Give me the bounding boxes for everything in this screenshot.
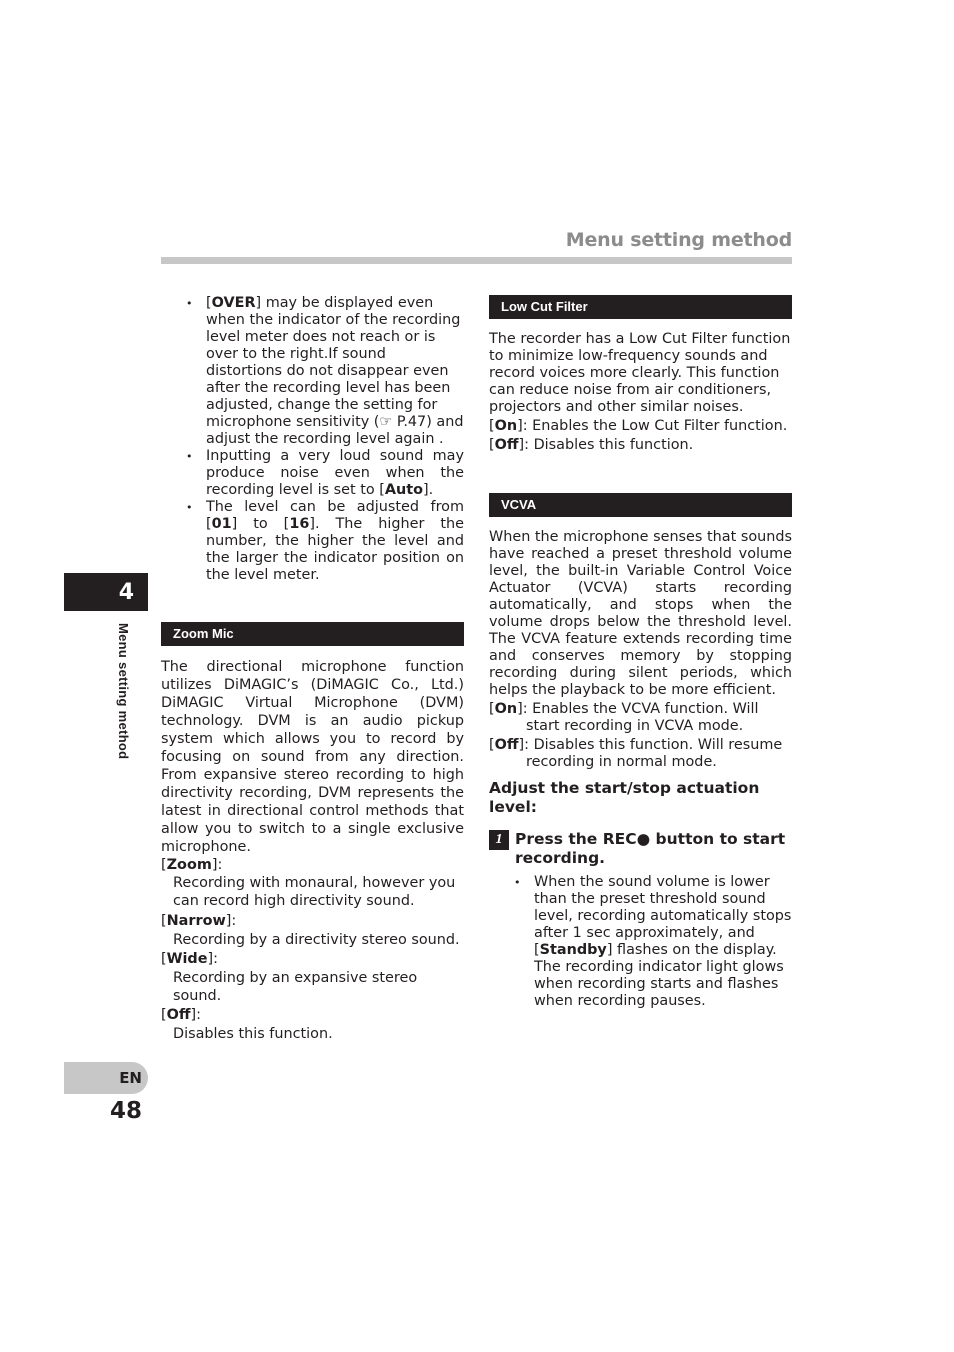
list-item: • Inputting a very loud sound may produce noise even when the recording level is set to [Auto]. [161, 448, 464, 499]
option-narrow-label: [Narrow]: [161, 913, 237, 929]
header-rule [161, 257, 792, 264]
low-cut-on: [On]: Enables the Low Cut Filter function. [489, 418, 788, 434]
low-cut-filter-heading: Low Cut Filter [489, 295, 792, 319]
option-wide-label: [Wide]: [161, 951, 218, 967]
step-1 [489, 830, 792, 868]
right-column [489, 295, 792, 1010]
low-cut-off: [Off]: Disables this function. [489, 437, 694, 453]
option-off-desc: Disables this function. [173, 1026, 333, 1042]
step-notes-list [489, 874, 792, 1010]
notes-list [161, 295, 464, 584]
language-tab: EN [64, 1062, 148, 1094]
vcva-heading: VCVA [489, 493, 792, 517]
list-item: • [OVER] may be displayed even when the indicator of the recording level meter does not reach or is over to the right.If sound distortions do not disappear even after the recording level has been adjusted, change the setting for microphone sensitivity (☞ P.47) and adjust the recording level again . [161, 295, 464, 448]
option-zoom-desc: Recording with monaural, however you can record high directivity sound. [173, 875, 456, 909]
step-text: Press the REC● button to start recording. [515, 830, 786, 867]
page-header-title: Menu setting method [565, 229, 792, 251]
option-wide-desc: Recording by an expansive stereo sound. [173, 970, 418, 1004]
left-column [161, 295, 464, 1043]
vcva-off: [Off]: Disables this function. Will resume recording in normal mode. [489, 737, 783, 770]
chapter-side-label: Menu setting method [116, 623, 131, 760]
chapter-tab: 4 [64, 573, 148, 611]
low-cut-intro: The recorder has a Low Cut Filter function to minimize low-frequency sounds and record voices more clearly. This function can reduce noise from air conditioners, projectors and other similar noises. [489, 331, 791, 415]
list-item: • When the sound volume is lower than the preset threshold sound level, recording automatically stops after 1 sec approximately, and [Standby] flashes on the display. The recording indicator light glows when recording starts and flashes when recording pauses. [489, 874, 792, 1010]
vcva-intro: When the microphone senses that sounds have reached a preset threshold volume level, the built-in Variable Control Voice Actuator (VCVA) starts recording automatically, and stops when the volume drops below the threshold level. The VCVA feature extends recording time and conserves memory by stopping recording during silent periods, which helps the playback to be more efficient. [489, 529, 792, 698]
actuation-level-subheading: Adjust the start/stop actuation level: [489, 779, 760, 816]
step-number-badge: 1 [489, 830, 509, 850]
option-narrow-desc: Recording by a directivity stereo sound. [173, 932, 460, 948]
list-item: • The level can be adjusted from [01] to [16]. The higher the number, the higher the level and the larger the indicator position on the level meter. [161, 499, 464, 584]
vcva-on: [On]: Enables the VCVA function. Will start recording in VCVA mode. [489, 701, 759, 734]
page-number: 48 [109, 1098, 142, 1124]
option-zoom-label: [Zoom]: [161, 857, 223, 873]
zoom-mic-intro: The directional microphone function utilizes DiMAGIC’s (DiMAGIC Co., Ltd.) DiMAGIC Virtual Microphone (DVM) technology. DVM is an audio pickup system which allows you to record by focusing on sound from any direction. From expansive stereo recording to high directivity recording, DVM represents the latest in directional control methods that allow you to switch to a single exclusive microphone. [161, 659, 464, 855]
zoom-mic-heading: Zoom Mic [161, 622, 464, 646]
option-off-label: [Off]: [161, 1007, 201, 1023]
